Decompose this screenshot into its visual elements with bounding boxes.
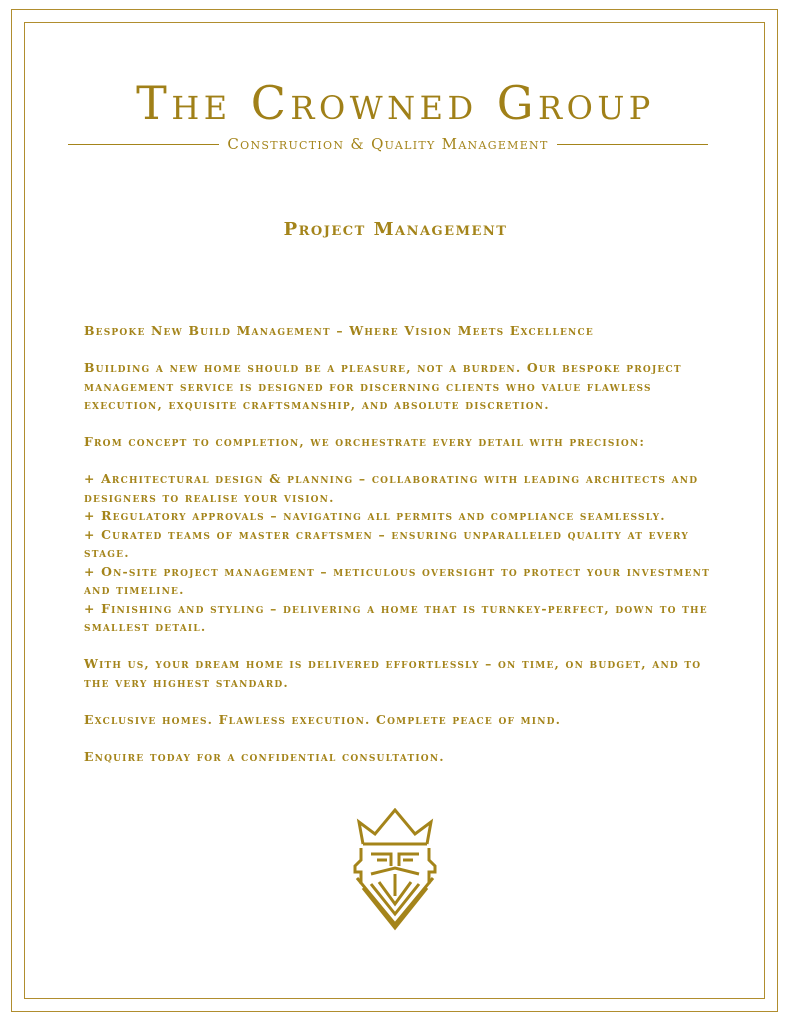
- content-heading: Bespoke New Build Management – Where Vision Meets Excellence: [84, 323, 594, 338]
- cta-paragraph: Enquire today for a confidential consultation.: [84, 748, 445, 764]
- services-list: [84, 470, 714, 637]
- tagline: Construction & Quality Management: [227, 135, 549, 153]
- intro-paragraph: Building a new home should be a pleasure, not a burden. Our bespoke project management service is designed for discerning clients who value flawless execution, exquisite craftsmanship, and absolute discretion.: [84, 360, 682, 412]
- brand-title: The Crowned Group: [136, 76, 655, 130]
- closing-paragraph: With us, your dream home is delivered effortlessly – on time, on budget, and to the very highest standard.: [84, 656, 702, 690]
- list-item: + Architectural design & planning – collaborating with leading architects and designers to realise your vision.: [84, 471, 699, 505]
- tagline-rule-right: [557, 144, 708, 145]
- crowned-king-icon: [349, 808, 441, 932]
- body-content: [84, 322, 714, 785]
- section-title: Project Management: [283, 219, 508, 240]
- tagline-row: [68, 134, 708, 154]
- list-item: + Curated teams of master craftsmen – ensuring unparalleled quality at every stage.: [84, 526, 689, 560]
- list-item: + On-site project management – meticulous oversight to protect your investment and timeline.: [84, 563, 710, 597]
- list-item: + Regulatory approvals – navigating all permits and compliance seamlessly.: [84, 508, 666, 523]
- tagline-rule-left: [68, 144, 219, 145]
- list-item: + Finishing and styling – delivering a home that is turnkey-perfect, down to the smallest detail.: [84, 600, 708, 634]
- lead-paragraph: From concept to completion, we orchestrate every detail with precision:: [84, 434, 646, 449]
- tagline-paragraph: Exclusive homes. Flawless execution. Complete peace of mind.: [84, 711, 562, 727]
